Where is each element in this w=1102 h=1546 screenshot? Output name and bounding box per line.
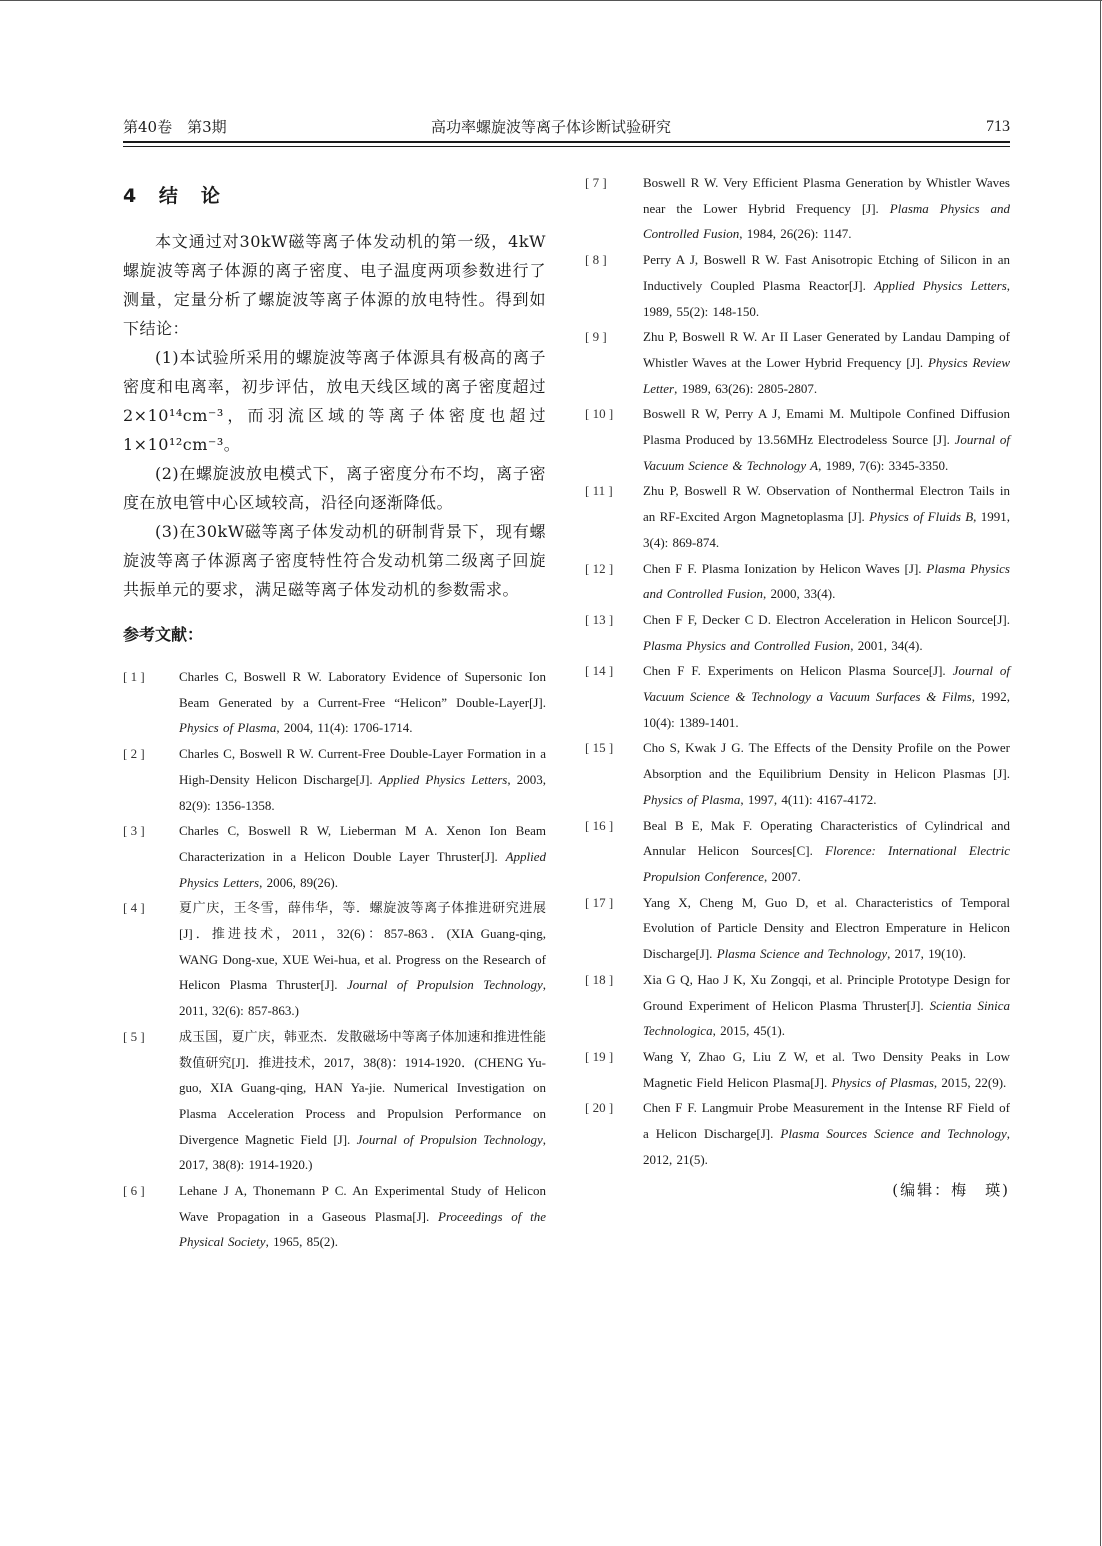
reference-authors-title: Xia G Q, Hao J K, Xu Zongqi, et al. Principle Prototype Design for Ground Experiment of Helicon Plasma Thruster[J]. [643, 971, 1010, 1013]
reference-text [179, 664, 546, 741]
reference-number: [ 20 ] [585, 1100, 614, 1116]
reference-journal: Applied Physics Letters [378, 771, 508, 787]
reference-journal: Journal of Vacuum Science & Technology a Vacuum Surfaces & Films [643, 663, 1010, 705]
reference-item [585, 658, 1010, 735]
reference-authors-title: Charles C, Boswell R W. Current-Free Double-Layer Formation in a High-Density Helicon Discharge[J]. [179, 746, 546, 787]
reference-number: [ 3 ] [123, 823, 145, 839]
reference-text [643, 607, 1010, 658]
reference-number: [ 1 ] [123, 669, 145, 684]
reference-item [585, 1044, 1010, 1095]
editor-credit: (编辑：梅 瑛) [892, 1181, 1010, 1200]
reference-number: [ 2 ] [123, 746, 145, 762]
reference-text [643, 401, 1010, 478]
reference-item [585, 813, 1010, 890]
reference-text [643, 735, 1010, 812]
reference-number: [ 18 ] [585, 971, 614, 987]
reference-details: , 2006, 89(26). [259, 874, 338, 890]
reference-details: , 2004, 11(4): 1706-1714. [276, 720, 413, 736]
reference-item [123, 664, 546, 741]
reference-authors-title: Boswell R W, Perry A J, Emami M. Multipole Confined Diffusion Plasma Produced by 13.56MHz Electrodeless Source [J]. [643, 406, 1010, 448]
reference-item [123, 1178, 546, 1255]
reference-number: [ 9 ] [585, 329, 607, 345]
reference-authors-title: Beal B E, Mak F. Operating Characteristics of Cylindrical and Annular Helicon Sources[C]. [643, 817, 1010, 859]
reference-list-left [123, 664, 546, 1255]
reference-authors-title: Lehane J A, Thonemann P C. An Experimental Study of Helicon Wave Propagation in a Gaseous Plasma[J]. [179, 1183, 546, 1224]
reference-number: [ 4 ] [123, 900, 145, 916]
reference-text [179, 1178, 546, 1255]
reference-details: , 2017, 38(8): 1914-1920.) [179, 1131, 546, 1173]
reference-details: , 2012, 21(5). [643, 1126, 1011, 1167]
reference-journal: Florence: International Electric Propulsion Conference [643, 843, 1010, 884]
reference-text [179, 741, 546, 818]
reference-details: , 1965, 85(2). [265, 1234, 338, 1250]
reference-journal: Plasma Physics and Controlled Fusion [643, 200, 1010, 242]
reference-item [585, 247, 1010, 324]
reference-number: [ 11 ] [585, 483, 613, 499]
reference-authors-title: Charles C, Boswell R W. Laboratory Evidence of Supersonic Ion Beam Generated by a Current-Free “Helicon” Double-Layer[J]. [179, 669, 546, 710]
reference-details: , 2011, 32(6): 857-863.) [179, 977, 547, 1019]
paragraph-intro: 本文通过对30kW磁等离子体发动机的第一级，4kW螺旋波等离子体源的离子密度、电子温度两项参数进行了测量，定量分析了螺旋波等离子体源的放电特性。得到如下结论： [123, 232, 546, 338]
reference-journal: Physics of Plasma [179, 720, 277, 736]
reference-authors-title: Zhu P, Boswell R W. Ar II Laser Generated by Landau Damping of Whistler Waves at the Lower Hybrid Frequency [J]. [643, 329, 1010, 370]
reference-number: [ 19 ] [585, 1048, 614, 1064]
running-header-volume: 第40卷 第3期 [123, 118, 227, 136]
reference-text [643, 556, 1010, 607]
reference-journal: Physics of Plasmas [831, 1074, 934, 1090]
reference-authors-title: Yang X, Cheng M, Guo D, et al. Characteristics of Temporal Evolution of Particle Density and Electron Emperature in Helicon Discharge[J]. [643, 894, 1010, 962]
reference-item [585, 556, 1010, 607]
reference-details: , 1989, 55(2): 148-150. [643, 277, 1010, 319]
reference-details: , 1984, 26(26): 1147. [739, 226, 852, 242]
reference-details: , 2015, 45(1). [712, 1023, 785, 1039]
reference-journal: Plasma Sources Science and Technology [780, 1126, 1007, 1142]
reference-number: [ 8 ] [585, 252, 607, 268]
paragraph-conclusion-1: (1)本试验所采用的螺旋波等离子体源具有极高的离子密度和电离率，初步评估，放电天线区域的离子密度超过2×10¹⁴cm⁻³，而羽流区域的等离子体密度也超过1×10¹²cm⁻³。 [123, 348, 546, 454]
reference-text [179, 818, 546, 895]
reference-journal: Journal of Vacuum Science & Technology A [643, 432, 1010, 473]
right-column [585, 170, 1010, 1202]
reference-details: , 1989, 7(6): 3345-3350. [818, 457, 949, 473]
reference-item [585, 401, 1010, 478]
reference-details: , 2003, 82(9): 1356-1358. [179, 771, 547, 813]
reference-journal: Proceedings of the Physical Society [179, 1208, 546, 1250]
reference-authors-title: Chen F F, Decker C D. Electron Acceleration in Helicon Source[J]. [643, 611, 1010, 627]
reference-journal: Journal of Propulsion Technology [346, 977, 543, 993]
reference-number: [ 12 ] [585, 560, 614, 576]
reference-item [585, 170, 1010, 247]
reference-details: , 2015, 22(9). [933, 1074, 1007, 1090]
reference-authors-title: Cho S, Kwak J G. The Effects of the Density Profile on the Power Absorption and the Equilibrium Density in Helicon Plasmas [J]. [643, 740, 1010, 782]
left-column [123, 182, 546, 1255]
reference-number: [ 7 ] [585, 175, 607, 190]
page-border-top [0, 0, 1102, 1]
reference-journal: Applied Physics Letters [874, 277, 1007, 293]
reference-journal: Physics Review Letter [643, 354, 1010, 396]
page-border-right [1100, 0, 1101, 1546]
reference-authors-title: Boswell R W. Very Efficient Plasma Generation by Whistler Waves near the Lower Hybrid Frequency [J]. [643, 175, 1010, 216]
reference-text [643, 1095, 1010, 1172]
reference-authors-title: Chen F F. Plasma Ionization by Helicon Waves [J]. [643, 560, 927, 576]
reference-number: [ 6 ] [123, 1183, 145, 1199]
reference-journal: Applied Physics Letters [179, 848, 546, 890]
reference-number: [ 10 ] [585, 406, 614, 422]
reference-text [643, 170, 1010, 247]
reference-item [585, 1095, 1010, 1172]
reference-details: , 1997, 4(11): 4167-4172. [740, 791, 877, 807]
reference-item [585, 735, 1010, 812]
reference-authors-title: 成玉国，夏广庆，韩亚杰．发散磁场中等离子体加速和推进性能数值研究[J]．推进技术，2017，38(8)：1914-1920．(CHENG Yu-guo, XIA Guang-qing, HAN Ya-jie. Numerical Investigation on Plasma Acceleration Process and Propulsion Performance on Divergence Magnetic Field [J]. [179, 1028, 546, 1147]
reference-journal: Plasma Physics and Controlled Fusion [643, 560, 1010, 602]
reference-authors-title: Wang Y, Zhao G, Liu Z W, et al. Two Density Peaks in Low Magnetic Field Helicon Plasma[J]. [643, 1048, 1010, 1090]
header-rule-thick [123, 141, 1010, 143]
reference-text [643, 478, 1010, 555]
reference-text [643, 967, 1010, 1044]
reference-details: , 2001, 34(4). [850, 637, 923, 653]
reference-journal: Journal of Propulsion Technology [356, 1131, 543, 1147]
reference-number: [ 17 ] [585, 894, 614, 910]
references-heading: 参考文献： [123, 625, 204, 644]
reference-text [643, 890, 1010, 967]
reference-list-right [585, 170, 1010, 1172]
reference-authors-title: Chen F F. Experiments on Helicon Plasma Source[J]. [643, 663, 953, 679]
reference-authors-title: Perry A J, Boswell R W. Fast Anisotropic Etching of Silicon in an Inductively Coupled Plasma Reactor[J]. [643, 252, 1010, 293]
reference-number: [ 15 ] [585, 740, 614, 756]
reference-authors-title: Chen F F. Langmuir Probe Measurement in the Intense RF Field of a Helicon Discharge[J]. [643, 1100, 1010, 1142]
reference-text [643, 813, 1010, 890]
reference-item [585, 607, 1010, 658]
reference-number: [ 14 ] [585, 663, 614, 679]
reference-item [585, 324, 1010, 401]
header-rule-thin [123, 146, 1010, 147]
reference-journal: Scientia Sinica Technologica [643, 997, 1011, 1039]
reference-item [123, 741, 546, 818]
reference-number: [ 13 ] [585, 611, 614, 627]
section-title: 结 论 [158, 185, 222, 207]
reference-details: , 2007. [764, 868, 801, 884]
reference-item [123, 1024, 546, 1178]
reference-details: , 2017, 19(10). [887, 946, 967, 962]
reference-text [643, 324, 1010, 401]
reference-item [585, 890, 1010, 967]
reference-item [123, 818, 546, 895]
reference-item [585, 967, 1010, 1044]
reference-item [585, 478, 1010, 555]
reference-text [643, 658, 1010, 735]
reference-number: [ 5 ] [123, 1028, 145, 1044]
reference-journal: Plasma Physics and Controlled Fusion [643, 637, 851, 653]
reference-details: , 1992, 10(4): 1389-1401. [643, 689, 1011, 730]
reference-text [643, 1044, 1010, 1095]
reference-journal: Physics of Fluids B [869, 509, 974, 525]
paragraph-conclusion-3: (3)在30kW磁等离子体发动机的研制背景下，现有螺旋波等离子体源离子密度特性符合发动机第二级离子回旋共振单元的要求，满足磁等离子体发动机的参数需求。 [123, 522, 546, 599]
reference-journal: Plasma Science and Technology [716, 946, 888, 962]
reference-text [643, 247, 1010, 324]
reference-journal: Physics of Plasma [643, 791, 741, 807]
running-header-title: 高功率螺旋波等离子体诊断试验研究 [430, 118, 671, 136]
reference-authors-title: 夏广庆，王冬雪，薛伟华，等．螺旋波等离子体推进研究进展[J]．推进技术，2011，32(6)：857-863．(XIA Guang-qing, WANG Dong-xue, XUE Wei-hua, et al. Progress on the Research of Helicon Plasma Thruster[J]. [179, 900, 546, 993]
reference-details: , 1991, 3(4): 869-874. [643, 509, 1010, 550]
section-number: 4 [123, 185, 139, 207]
reference-item [123, 895, 546, 1024]
section-heading [123, 182, 546, 210]
reference-number: [ 16 ] [585, 817, 614, 833]
reference-details: , 2000, 33(4). [762, 586, 836, 602]
reference-authors-title: Charles C, Boswell R W, Lieberman M A. Xenon Ion Beam Characterization in a Helicon Double Layer Thruster[J]. [179, 823, 546, 864]
reference-details: , 1989, 63(26): 2805-2807. [674, 380, 818, 396]
reference-authors-title: Zhu P, Boswell R W. Observation of Nonthermal Electron Tails in an RF-Excited Argon Magnetoplasma [J]. [643, 483, 1010, 525]
reference-text [179, 895, 546, 1024]
reference-text [179, 1024, 546, 1178]
paragraph-conclusion-2: (2)在螺旋波放电模式下，离子密度分布不均，离子密度在放电管中心区域较高，沿径向逐渐降低。 [123, 464, 546, 512]
page-number: 713 [986, 118, 1010, 135]
